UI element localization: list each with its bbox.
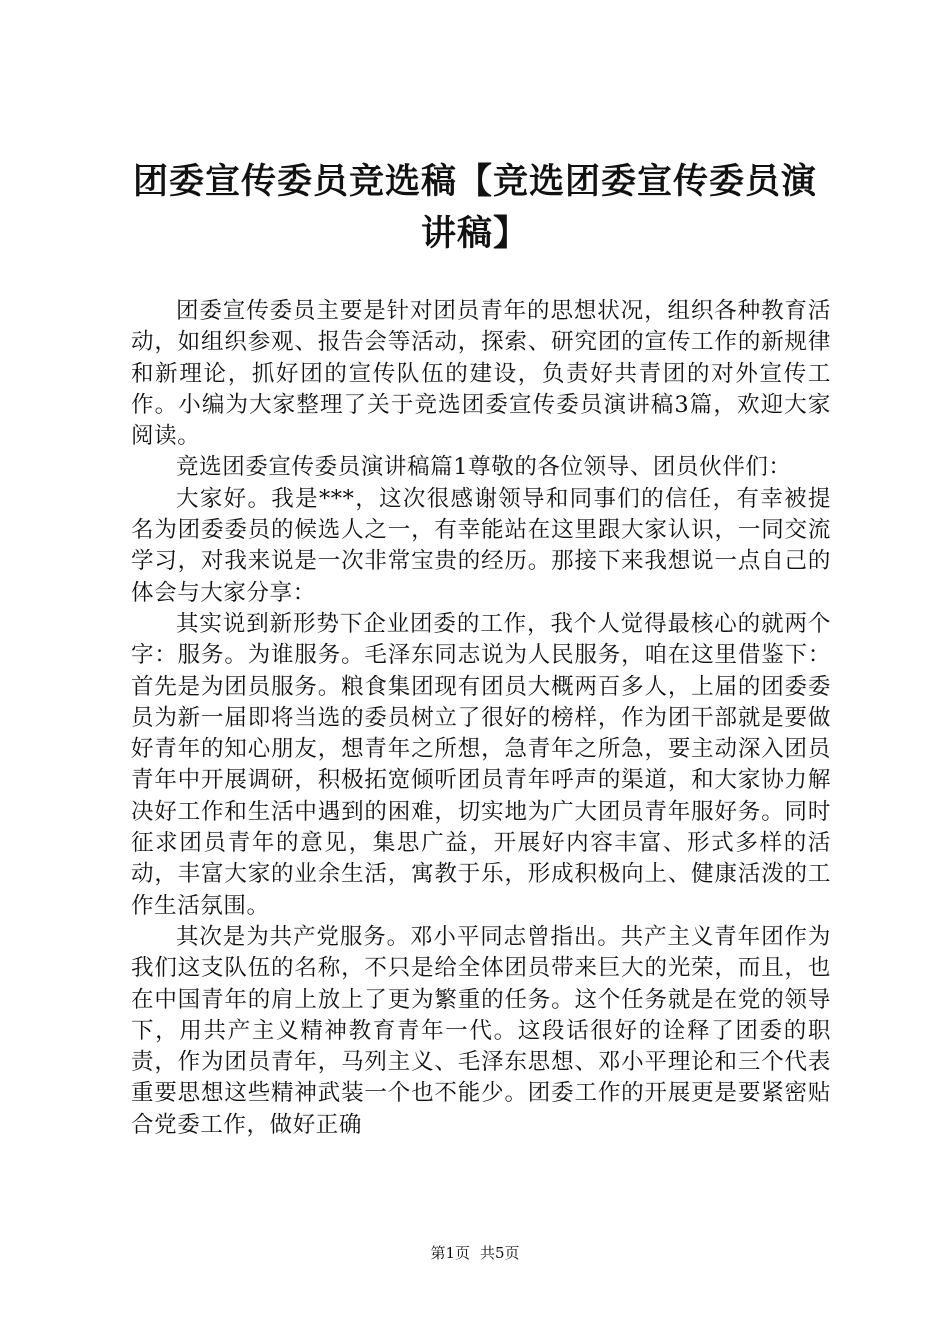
document-title: 团委宣传委员竞选稿【竞选团委宣传委员演讲稿】 (132, 162, 817, 254)
document-body (131, 296, 831, 1141)
page-footer (0, 1241, 950, 1265)
paragraph-serve-members: 其实说到新形势下企业团委的工作，我个人觉得最核心的就两个字：服务。为谁服务。毛泽东同志说为人民服务，咱在这里借鉴下：首先是为团员服务。粮食集团现有团员大概两百多人，上届的团委委员为新一届即将当选的委员树立了很好的榜样，作为团干部就是要做好青年的知心朋友，想青年之所想，急青年之所急，要主动深入团员青年中开展调研，积极拓宽倾听团员青年呼声的渠道，和大家协力解决好工作和生活中遇到的困难，切实地为广大团员青年服好务。同时征求团员青年的意见，集思广益，开展好内容丰富、形式多样的活动，丰富大家的业余生活，寓教于乐，形成积极向上、健康活泼的工作生活氛围。 (131, 610, 831, 919)
paragraph-serve-party: 其次是为共产党服务。邓小平同志曾指出。共产主义青年团作为我们这支队伍的名称，不只是给全体团员带来巨大的光荣，而且，也在中国青年的肩上放上了更为繁重的任务。这个任务就是在党的领导下，用共产主义精神教育青年一代。这段话很好的诠释了团委的职责，作为团员青年，马列主义、毛泽东思想、邓小平理论和三个代表重要思想这些精神武装一个也不能少。团委工作的开展更是要紧密贴合党委工作，做好正确 (131, 923, 831, 1138)
page-number: 第1页 (430, 1244, 470, 1262)
paragraph-greeting: 大家好。我是***，这次很感谢领导和同事们的信任，有幸被提名为团委委员的候选人之一，有幸能站在这里跟大家认识，一同交流学习，对我来说是一次非常宝贵的经历。那接下来我想说一点自己的体会与大家分享： (131, 485, 831, 606)
paragraph-speech-heading: 竞选团委宣传委员演讲稿篇1尊敬的各位领导、团员伙伴们： (176, 454, 792, 481)
paragraph-intro: 团委宣传委员主要是针对团员青年的思想状况，组织各种教育活动，如组织参观、报告会等活动，探索、研究团的宣传工作的新规律和新理论，抓好团的宣传队伍的建设，负责好共青团的对外宣传工作。小编为大家整理了关于竞选团委宣传委员演讲稿3篇，欢迎大家阅读。 (131, 298, 831, 450)
page-total: 共5页 (480, 1244, 520, 1262)
